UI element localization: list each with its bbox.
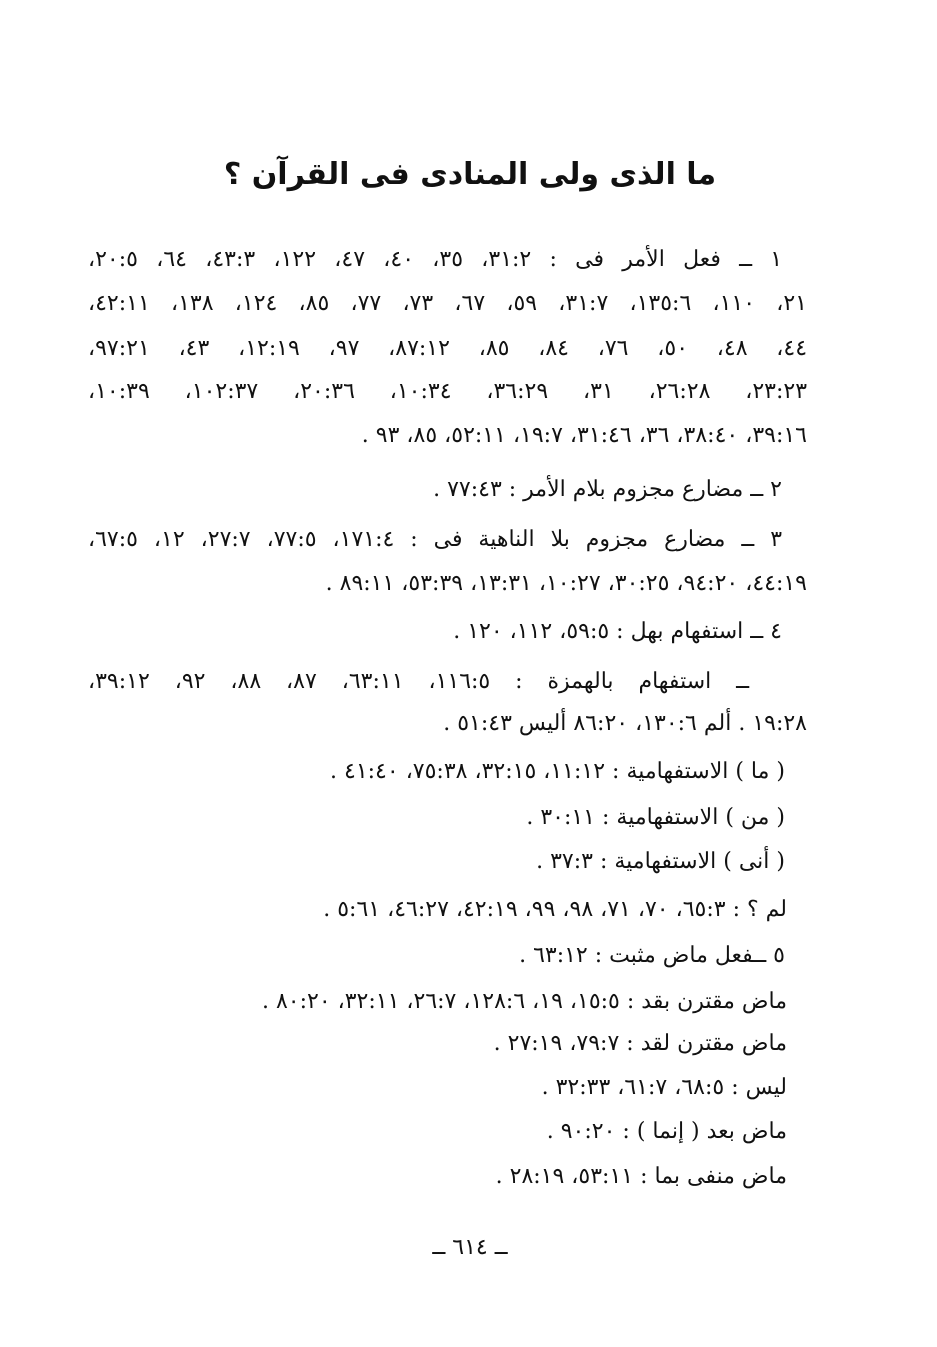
text-line-3: ٤٤، ٤٨، ٥٠، ٧٦، ٨٤، ٨٥، ٨٧:١٢، ٩٧، ١٢:١٩، ٤٣، ٩٧:٢١، bbox=[88, 336, 808, 361]
text-line-12: ( ما ) الاستفهامية : ١١:١٢، ٣٢:١٥، ٧٥:٣٨، ٤١:٤٠ . bbox=[330, 759, 785, 784]
text-line-19: ليس : ٦٨:٥، ٦١:٧، ٣٢:٣٣ . bbox=[541, 1075, 787, 1100]
text-line-10: ــ استفهام بالهمزة : ١١٦:٥، ٦٣:١١، ٨٧، ٨٨، ٩٢، ٣٩:١٢، bbox=[88, 669, 750, 694]
text-line-17: ماض مقترن بقد : ١٥:٥، ١٩، ١٢٨:٦، ٢٦:٧، ٣٢:١١، ٨٠:٢٠ . bbox=[261, 989, 787, 1014]
page-title: ما الذى ولى المنادى فى القرآن ؟ bbox=[223, 157, 717, 192]
text-line-9: ٤ ــ استفهام بهل : ٥٩:٥، ١١٢، ١٢٠ . bbox=[453, 619, 782, 644]
page-number: ــ ٦١٤ ــ bbox=[432, 1235, 508, 1260]
text-line-21: ماض منفى بما : ٥٣:١١، ٢٨:١٩ . bbox=[495, 1164, 787, 1189]
text-line-1: ١ ــ فعل الأمر فى : ٣١:٢، ٣٥، ٤٠، ٤٧، ١٢٢، ٤٣:٣، ٦٤، ٢٠:٥، bbox=[88, 247, 783, 272]
text-line-5: ٣٩:١٦، ٣٨:٤٠، ٣٦، ٣١:٤٦، ١٩:٧، ٥٢:١١، ٨٥، ٩٣ . bbox=[361, 423, 807, 448]
text-line-16: ٥ ــفعل ماض مثبت : ٦٣:١٢ . bbox=[519, 943, 785, 968]
text-line-2: ٢١، ١١٠، ١٣٥:٦، ٣١:٧، ٥٩، ٦٧، ٧٣، ٧٧، ٨٥، ١٢٤، ١٣٨، ٤٢:١١، bbox=[88, 291, 807, 316]
text-line-18: ماض مقترن لقد : ٧٩:٧، ٢٧:١٩ . bbox=[493, 1031, 787, 1056]
text-line-13: ( من ) الاستفهامية : ٣٠:١١ . bbox=[526, 805, 785, 830]
text-line-6: ٢ ــ مضارع مجزوم بلام الأمر : ٧٧:٤٣ . bbox=[433, 477, 782, 502]
text-line-7: ٣ ــ مضارع مجزوم بلا الناهية فى : ١٧١:٤، ٧٧:٥، ٢٧:٧، ١٢، ٦٧:٥، bbox=[88, 527, 783, 552]
text-line-4: ٢٣:٢٣، ٢٦:٢٨، ٣١، ٣٦:٢٩، ١٠:٣٤، ٢٠:٣٦، ١٠٢:٣٧، ١٠:٣٩، bbox=[88, 379, 808, 404]
text-line-20: ماض بعد ( إنما ) : ٩٠:٢٠ . bbox=[546, 1119, 787, 1144]
text-line-11: ١٩:٢٨ . ألم ١٣٠:٦، ٨٦:٢٠ أليس ٥١:٤٣ . bbox=[443, 711, 807, 736]
text-line-8: ٤٤:١٩، ٩٤:٢٠، ٣٠:٢٥، ١٠:٢٧، ١٣:٣١، ٥٣:٣٩، ٨٩:١١ . bbox=[325, 571, 807, 596]
text-line-15: لم ؟ : ٦٥:٣، ٧٠، ٧١، ٩٨، ٩٩، ٤٢:١٩، ٤٦:٢٧، ٥:٦١ . bbox=[323, 897, 787, 922]
text-line-14: ( أنى ) الاستفهامية : ٣٧:٣ . bbox=[536, 849, 785, 874]
